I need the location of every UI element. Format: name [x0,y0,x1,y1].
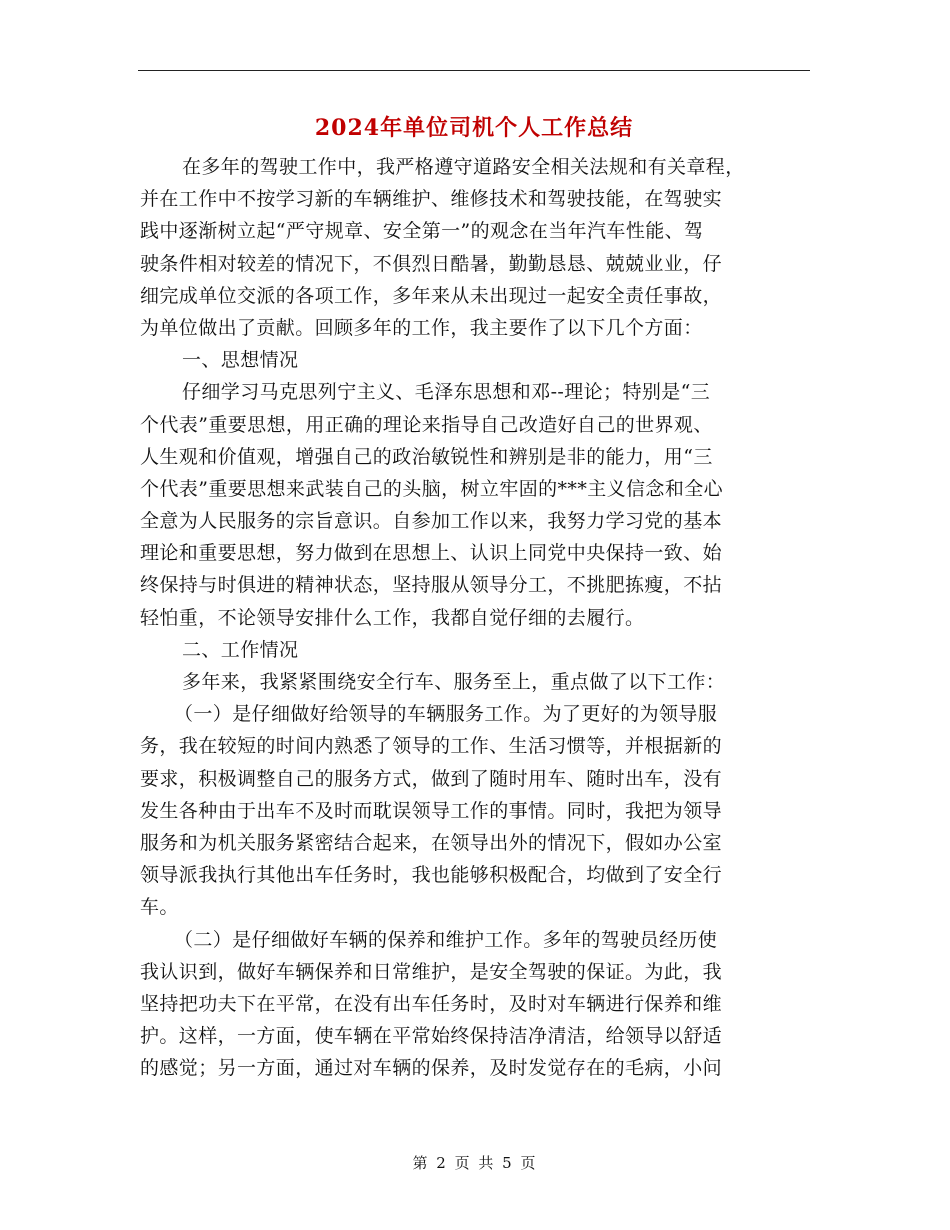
page-number: 第 2 页 共 5 页 [412,1154,538,1172]
paragraph-line: 领导派我执行其他出车任务时，我也能够积极配合，均做到了安全行 [140,864,723,887]
header-rule [138,70,810,71]
paragraph-line: 个代表”重要思想来武装自己的头脑，树立牢固的***主义信念和全心 [140,477,724,500]
paragraph-line: 发生各种由于出车不及时而耽误领导工作的事情。同时，我把为领导 [140,799,723,822]
paragraph-line: 个代表”重要思想，用正确的理论来指导自己改造好自己的世界观、 [140,413,713,436]
paragraph-line: 要求，积极调整自己的服务方式，做到了随时用车、随时出车，没有 [140,767,723,790]
paragraph-line: 细完成单位交派的各项工作，多年来从未出现过一起安全责任事故， [140,284,723,307]
paragraph-line: 多年来，我紧紧围绕安全行车、服务至上，重点做了以下工作： [182,671,726,693]
paragraph-line: 坚持把功夫下在平常，在没有出车任务时，及时对车辆进行保养和维 [140,992,723,1015]
section-heading: 二、工作情况 [182,638,299,661]
paragraph-line: 我认识到，做好车辆保养和日常维护，是安全驾驶的保证。为此，我 [140,960,723,983]
paragraph-line: 理论和重要思想，努力做到在思想上、认识上同党中央保持一致、始 [140,542,723,565]
paragraph-line: 仔细学习马克思列宁主义、毛泽东思想和邓--理论；特别是“三 [182,381,711,404]
paragraph-line: 为单位做出了贡献。回顾多年的工作，我主要作了以下几个方面： [140,316,703,339]
paragraph-line: 轻怕重，不论领导安排什么工作，我都自觉仔细的去履行。 [140,606,645,629]
paragraph-line: 车。 [140,896,179,919]
section-heading: 一、思想情况 [182,349,299,372]
paragraph-line: （一）是仔细做好给领导的车辆服务工作。为了更好的为领导服 [174,703,718,726]
document-body [140,151,812,1084]
paragraph-line: 全意为人民服务的宗旨意识。自参加工作以来，我努力学习党的基本 [140,510,723,533]
paragraph-line: 的感觉；另一方面，通过对车辆的保养，及时发觉存在的毛病，小问 [140,1057,723,1080]
paragraph-line: 并在工作中不按学习新的车辆维护、维修技术和驾驶技能，在驾驶实 [140,188,723,211]
paragraph-line: 驶条件相对较差的情况下，不俱烈日酷暑，勤勤恳恳、兢兢业业，仔 [140,252,723,275]
document-title: 2024年单位司机个人工作总结 [314,115,634,141]
paragraph-line: 护。这样，一方面，使车辆在平常始终保持洁净清洁，给领导以舒适 [140,1025,723,1048]
paragraph-line: 务，我在较短的时间内熟悉了领导的工作、生活习惯等，并根据新的 [140,735,723,758]
paragraph-line: 践中逐渐树立起“严守规章、安全第一”的观念在当年汽车性能、驾 [140,220,704,243]
paragraph-line: 人生观和价值观，增强自己的政治敏锐性和辨别是非的能力，用“三 [140,445,713,468]
paragraph-line: 服务和为机关服务紧密结合起来，在领导出外的情况下，假如办公室 [140,831,723,854]
paragraph-line: 终保持与时俱进的精神状态，坚持服从领导分工，不挑肥拣瘦，不拈 [140,574,723,597]
paragraph-line: 在多年的驾驶工作中，我严格遵守道路安全相关法规和有关章程， [182,156,745,178]
paragraph-line: （二）是仔细做好车辆的保养和维护工作。多年的驾驶员经历使 [174,928,718,951]
